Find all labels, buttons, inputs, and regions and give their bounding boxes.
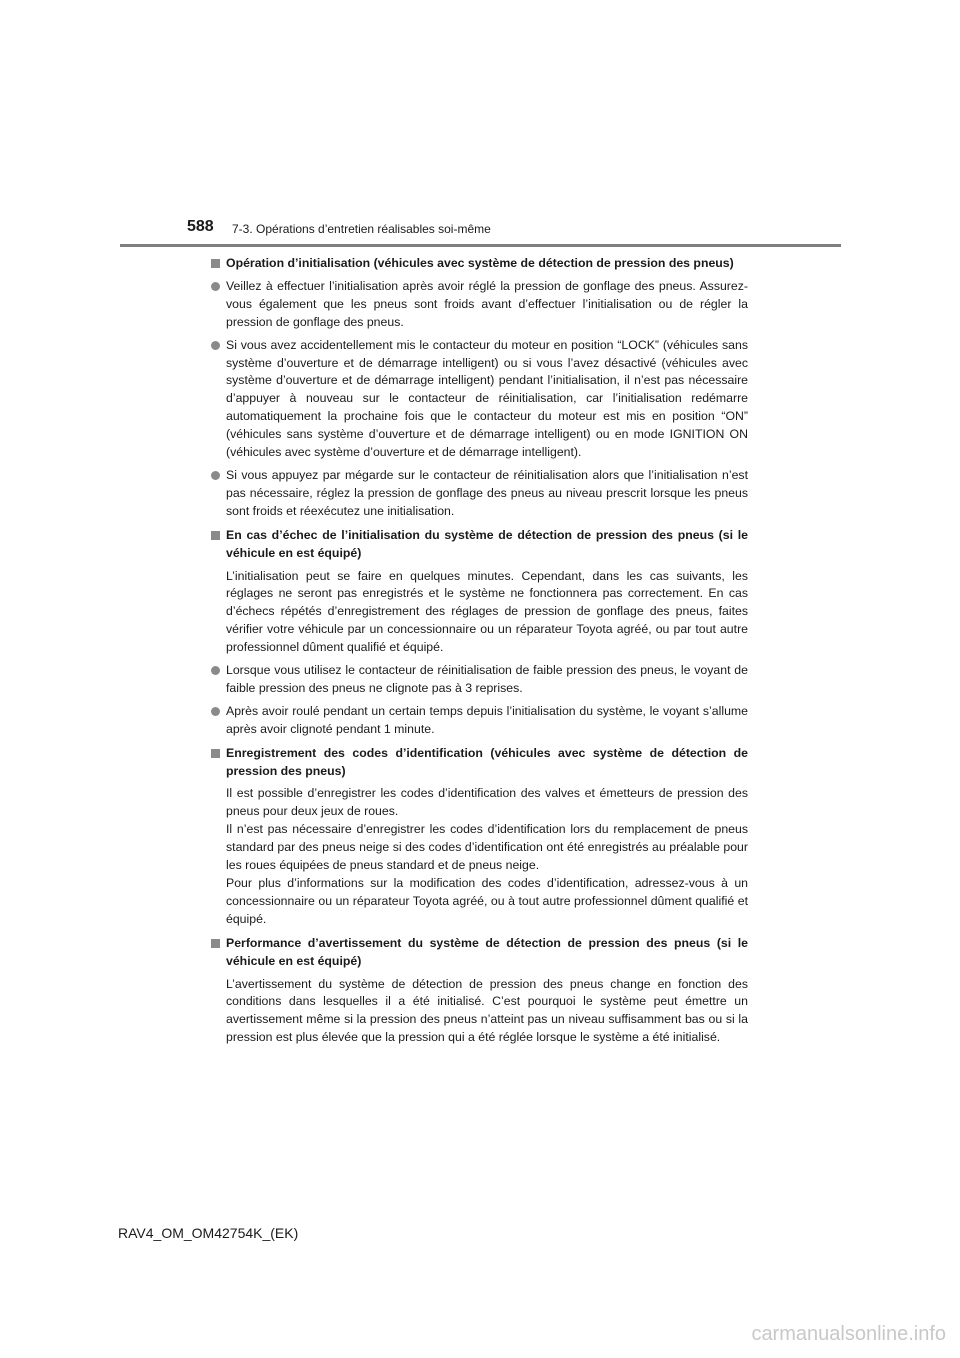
square-bullet-icon [211, 259, 220, 268]
square-bullet-icon [211, 531, 220, 540]
list-item-text: Si vous avez accidentellement mis le contacteur du moteur en position “LOCK” (véhicules sans système d’ouverture et de démarrage intelligent) ou si vous l’avez désactivé (véhicules avec système d’ouverture et de démarrage intelligent) pendant l’initialisation, il n’est pas nécessaire d’appuyer à nouveau sur le contacteur de réinitialisation, car l’initialisation redémarre automatiquement la prochaine fois que le contacteur du moteur est mis en position “ON” (véhicules sans système d’ouverture et de démarrage intelligent) ou en mode IGNITION ON (véhicules avec système d’ouverture et de démarrage intelligent). [226, 337, 748, 460]
watermark: carmanualsonline.info [751, 1323, 946, 1345]
paragraph: Il n’est pas nécessaire d’enregistrer les codes d’identification lors du remplacement de pneus standard par des pneus neige si des codes d’identification ont été enregistrés au préalable pour les roues équipées de pneus standard et de pneus neige. [226, 822, 748, 873]
document-code: RAV4_OM_OM42754K_(EK) [118, 1225, 299, 1241]
list-item-text: Si vous appuyez par mégarde sur le contacteur de réinitialisation alors que l’initialisation n’est pas nécessaire, réglez la pression de gonflage des pneus au niveau prescrit lorsque les pneus sont froids et réexécutez une initialisation. [226, 467, 748, 518]
section-heading-text: Enregistrement des codes d’identification (véhicules avec système de détection de pression des pneus) [226, 745, 748, 778]
section-echec-initialisation [211, 527, 748, 739]
list-item-text: Veillez à effectuer l’initialisation après avoir réglé la pression de gonflage des pneus. Assurez-vous également que les pneus sont froids avant d’effectuer l’initialisation ou de régler la pression de gonflage des pneus. [226, 278, 748, 329]
page-number: 588 [187, 218, 214, 235]
list-item [211, 278, 748, 332]
paragraph: L’avertissement du système de détection de pression des pneus change en fonction des conditions dans lesquelles il a été initialisé. C’est pourquoi le système peut émettre un avertissement même si la pression des pneus n’atteint pas un niveau suffisamment bas ou si la pression est plus élevée que la pression qui a été réglée lorsque le système a été initialisé. [226, 976, 748, 1045]
square-bullet-icon [211, 939, 220, 948]
list-item [211, 337, 748, 462]
main-content [211, 255, 748, 1053]
list-item [211, 703, 748, 739]
section-heading [211, 745, 748, 781]
section-enregistrement-codes [211, 745, 748, 929]
section-heading [211, 527, 748, 563]
paragraph: L’initialisation peut se faire en quelques minutes. Cependant, dans les cas suivants, les réglages ne seront pas enregistrés et le système ne fonctionnera pas correctement. En cas d’échecs répétés d’enregistrement des réglages de pression de gonflage des pneus, faites vérifier votre véhicule par un concessionnaire ou un réparateur Toyota agréé, ou par tout autre professionnel dûment qualifié et équipé. [226, 568, 748, 655]
paragraph: Il est possible d’enregistrer les codes d’identification des valves et émetteurs de pression des pneus pour deux jeux de roues. [226, 786, 748, 819]
list-item [211, 467, 748, 521]
list-item [211, 662, 748, 698]
circle-bullet-icon [211, 282, 220, 291]
section-heading [211, 255, 748, 273]
header-rule [120, 244, 841, 247]
section-heading-text: Opération d’initialisation (véhicules avec système de détection de pression des pneus) [226, 256, 734, 270]
list-item-text: Après avoir roulé pendant un certain temps depuis l’initialisation du système, le voyant s’allume après avoir clignoté pendant 1 minute. [226, 703, 748, 736]
list-item-text: Lorsque vous utilisez le contacteur de réinitialisation de faible pression des pneus, le voyant de faible pression des pneus ne clignote pas à 3 reprises. [226, 663, 748, 695]
section-heading [211, 935, 748, 971]
circle-bullet-icon [211, 471, 220, 480]
section-title: 7-3. Opérations d’entretien réalisables soi-même [232, 222, 491, 236]
circle-bullet-icon [211, 341, 220, 350]
square-bullet-icon [211, 749, 220, 758]
section-heading-text: En cas d’échec de l’initialisation du système de détection de pression des pneus (si le véhicule en est équipé) [226, 527, 748, 560]
circle-bullet-icon [211, 707, 220, 716]
circle-bullet-icon [211, 666, 220, 675]
section-performance-avertissement [211, 935, 748, 1047]
section-heading-text: Performance d’avertissement du système de détection de pression des pneus (si le véhicule en est équipé) [226, 935, 748, 968]
section-initialisation [211, 255, 748, 521]
paragraph: Pour plus d’informations sur la modification des codes d’identification, adressez-vous à un concessionnaire ou un réparateur Toyota agréé, ou à tout autre professionnel dûment qualifié et équipé. [226, 876, 748, 926]
